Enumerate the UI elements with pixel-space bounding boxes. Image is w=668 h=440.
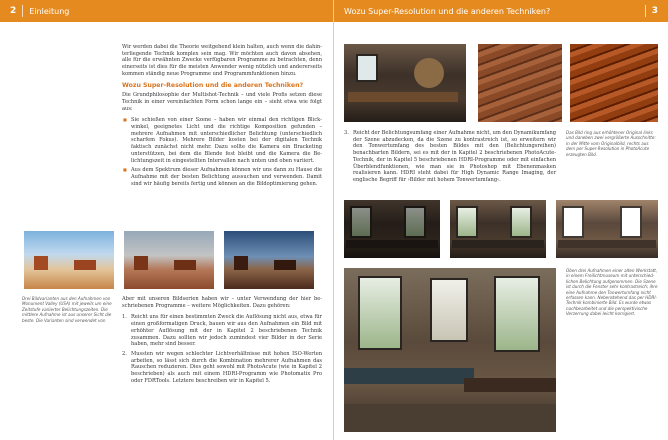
figure-caption: Drei Bildvarianten aus den Aufnahmen von Monument Valley (USA) mit jeweils um eine Zeitstufe variierter Belichtungszeiten. Die mittlere Aufnahme ist aus unserer Sicht die beste. Die Varianten sind verwendet von [22,296,112,323]
workbench-shape [344,368,474,384]
workshop-exposure-normal [450,200,546,258]
window-shape [356,54,378,82]
caption-bottom: Oben drei Aufnahmen einer alten Werkstatt, in einem Freilichtmuseum mit unterschiedlichen Belichtung aufgenommen. Die Szene ist durch die Fenster sehr kontrastreich; ihre eine Aufnahme den Tonwertumfang nicht erfassen kann. Nebenstehend das per HDRI-Technik kombinierte Bild. Es wurde etwas nachbearbeitet und die perspektivische Verzerrung dabei leicht korrigiert. [566,268,658,317]
bullet-list [122,117,322,187]
paragraph-2: Aber mit unseren Bildserien haben wir – unter Verwendung der hier beschriebenen Programme – weitere Möglichkeiten. Dazu gehören: [122,296,322,309]
butte-shape [74,260,96,270]
item-number: 1. [122,314,127,321]
item-number: 3. [344,130,349,136]
detail-photo-original [478,44,562,122]
window-shape [620,206,642,238]
bullet-item: ■ Sie schießen von einer Szene – haben wir einmal den richtigen Blickwinkel, geeignetes Licht und die richtige Komposition gefunden – mehrere Aufnahmen mit unterschiedlicher Belichtung (unterschiedlich scharfem Fokus). Mehrere Bilder kosten bei der digitalen Technik faktisch zunächst nicht mehr. Dazu sollte die Kamera ein Bracketing unterstützen, bei dem die Blende fest bleibt und die Kamera die Belichtungszeit in eingestellten Intervallen nach unten und oben variiert. [131,117,322,164]
right-page [334,0,668,440]
section-heading: Wozu Super-Resolution und die anderen Techniken? [122,81,304,89]
desert-photo-normal [124,231,214,289]
numbered-item [344,130,556,184]
left-page-number: 2 [10,6,17,16]
butte-shape [174,260,196,270]
header-divider [645,5,646,17]
butte-shape [274,260,296,270]
left-page-header [0,0,334,22]
numbered-list [344,130,556,184]
workbench-shape [346,240,438,248]
right-page-header [334,0,668,22]
right-body-text [344,130,556,187]
right-page-number: 3 [651,6,658,16]
desert-photo-overexposed [224,231,314,289]
window-shape [430,278,468,342]
workbench-shape [558,240,656,248]
workshop-hdr-photo [344,268,556,432]
workbench-shape [464,378,556,392]
butte-shape [134,256,148,270]
workbench-shape [452,240,544,248]
left-body-text [122,44,322,192]
left-lower-text [122,296,322,387]
desert-photo-underexposed [24,231,114,289]
window-shape [404,206,426,238]
caption-top: Das Bild ring aus erhöhtener Original links und daneben zwei vergrößerte Ausschnitte: in der Mitte vom Originalbild, rechts aus dem per Super-Resolution in PhotoAcute erzeugten Bild. [566,130,656,157]
table-shape [348,92,458,102]
intro-paragraph: Wir werden dabei die Theorie weitgehend klein halten, auch wenn die dahinterliegende Technik komplex sein mag. Wir möchten auch davon absehen, alle für die erwähnten Zwecke verfügbaren Programme zu betrachten, denn einerseits ist dies für die meisten Anwender wenig nützlich und andererseits kommen ständig neue Programme und Programmfunktionen hinzu. [122,44,322,77]
numbered-item [122,314,322,348]
workshop-exposure-bright [556,200,658,258]
lamp-shape [414,58,444,88]
window-shape [562,206,584,238]
butte-shape [234,256,248,270]
floor-shape [344,404,556,432]
workshop-exposure-dark [344,200,440,258]
window-shape [456,206,478,238]
window-shape [510,206,532,238]
numbered-list [122,314,322,384]
butte-shape [34,256,48,270]
window-shape [358,276,402,350]
workshop-photo-original [344,44,466,122]
bullet-item: ■ Aus dem Spektrum dieser Aufnahmen können wir uns dann zu Hause die Aufnahme mit der besten Belichtung aussuchen und verwenden. Damit sind wir häufig bereits fertig und können an die Bildoptimierung gehen. [131,167,322,187]
item-number: 2. [122,350,127,357]
paragraph-1: Die Grundphilosophie der Multishot-Technik – und viele Profis setzen diese Technik in einer vereinfachten Form schon lange ein – sieht etwa wie folgt aus: [122,92,322,112]
item-text: Reicht uns für einen bestimmten Zweck die Auflösung nicht aus, etwa für einen großformatigen Druck, bauen wir aus den Aufnahmen ein Bild mit erhöhter Auflösung mit der in Kapitel 2 beschriebenen Technik zusammen. Dazu sollten wir jedoch zumindest vier Bilder in der Serie haben, mehr sind besser. [131,314,322,348]
header-divider [22,5,23,17]
item-text: Mussten wir wegen schlechter Lichtverhältnisse mit hohen ISO-Werten arbeiten, so lässt sich durch die Kombination mehrerer Aufnahmen das Rauschen reduzieren. Dies geht sowohl mit PhotoAcute (wie in Kapitel 2 beschrieben) als auch mit einem HDRI-Programm wie Photomatix Pro oder FDRTools. Letztere beschreiben wir in Kapitel 5. [131,350,322,384]
item-text: Reicht der Belichtungsumfang einer Aufnahme nicht, um den Dynamikumfang der Szene abzudecken, da die Szene zu kontrastreich ist, so erweitern wir den Tonwertumfang des besten Bildes mit den (Belichtungsreihen) benachbarten Bildern, sei es mit der in Kapitel 2 beschriebenen PhotoAcute-Technik, der in Kapitel 5 beschriebenen HDRI-Programme oder mit einfachen Überblendfunktionen, wie man sie in Photoshop mit Ebenenmasken realisieren kann. HDRI steht dabei für High Dynamic Range Imaging, der englische Begriff für ›Bilder mit hohem Tonwertumfang‹. [353,130,556,183]
window-shape [494,276,540,352]
left-running-title: Einleitung [29,6,70,16]
right-running-title: Wozu Super-Resolution und die anderen Techniken? [344,6,551,16]
detail-photo-superres [570,44,658,122]
window-shape [350,206,372,238]
numbered-item [122,350,322,385]
